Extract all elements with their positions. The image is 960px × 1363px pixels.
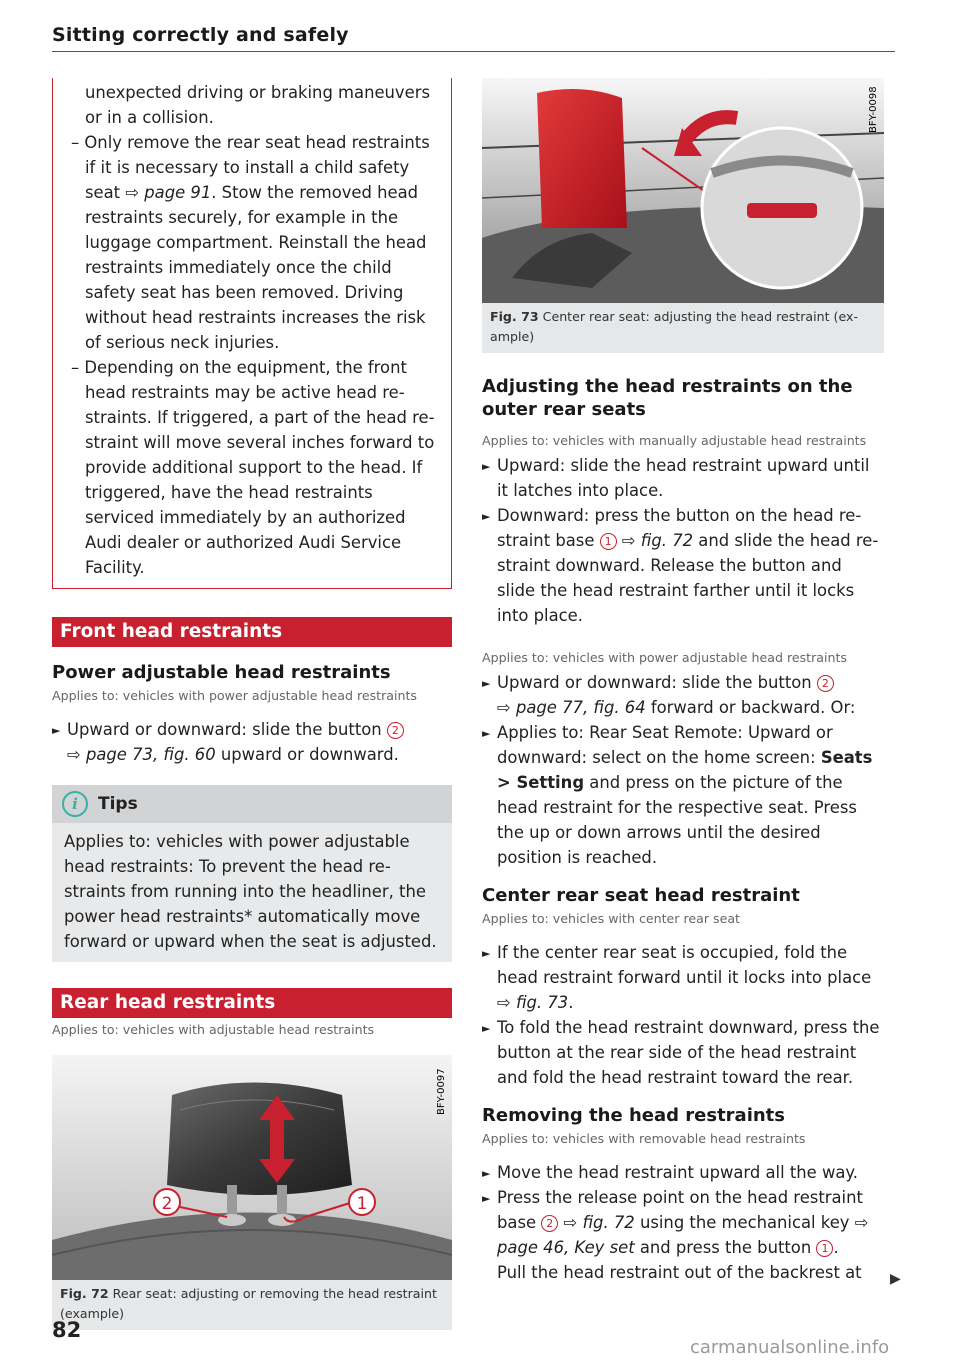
warning-item-active-restraints: – Depending on the equipment, the front head restraints may be active head restraints. If triggered, a part of the head restraint will move several inches forward to provide additional support to the head. If triggered, have the head restraints serviced immediately by an authorized Audi dealer or authorized Audi Service Facility. <box>71 358 435 577</box>
callout-number: 2 <box>817 675 834 692</box>
tips-title: Tips <box>98 794 138 814</box>
subheading-power-adjustable: Power adjustable head restraints <box>52 662 391 683</box>
figure-code: BFY-0097 <box>436 1068 447 1115</box>
bullet-text-a: Upward or downward: slide the button <box>67 720 387 739</box>
section-band-rear: Rear head restraints <box>52 988 452 1018</box>
callout-number: 2 <box>541 1215 558 1232</box>
info-icon: i <box>62 791 88 817</box>
bullet-rear-seat-remote <box>482 720 884 870</box>
left-column <box>52 78 452 1330</box>
callout-2-label: 2 <box>161 1194 173 1214</box>
bullet-power-updown <box>482 670 884 720</box>
tips-header <box>52 785 452 823</box>
bullet-downward <box>482 503 884 628</box>
figure-label: Fig. 73 <box>490 309 539 324</box>
page-header-title: Sitting correctly and safely <box>52 24 349 46</box>
head-restraint-illustration <box>52 1055 452 1280</box>
callout-number: 1 <box>816 1240 833 1257</box>
warning-item1-text-a: – Only remove the rear seat head restraints if it is necessary to install a child safety seat <box>71 133 430 202</box>
figure-caption-text: Rear seat: adjusting or removing the head restraint (example) <box>60 1286 437 1321</box>
bullet-text-b: upward or downward. <box>215 745 399 764</box>
bullet-upward: ► Upward: slide the head restraint upward until it latches into place. <box>482 453 884 503</box>
page-ref-link[interactable]: ⇨ page 77, fig. 64 <box>497 698 646 717</box>
fig-ref-link[interactable]: ⇨ fig. 72 <box>563 1213 635 1232</box>
section-band-front: Front head restraints <box>52 617 452 647</box>
subheading-center-rear: Center rear seat head restraint <box>482 885 800 906</box>
warning-item1-text-b: . Stow the removed head restraints securely, for example in the luggage compartment. Reinstall the head restraints immediately once the child safety seat has been removed. Driving without head restraints increases the risk of serious neck injuries. <box>85 183 427 352</box>
bullet-text-b: forward or backward. Or: <box>645 698 856 717</box>
bullet-text-c: and press the button <box>634 1238 817 1257</box>
menu-path: Seats > Setting <box>497 748 873 792</box>
figure-label: Fig. 72 <box>60 1286 109 1301</box>
bullet-center-fold-forward <box>482 940 884 1015</box>
fig-ref-link[interactable]: ⇨ fig. 73 <box>497 993 569 1012</box>
page-ref-link[interactable]: ⇨ page 73, fig. 60 <box>67 745 216 764</box>
page-ref-link[interactable]: ⇨ page 46, Key set <box>497 1213 869 1257</box>
applies-to-note: Applies to: vehicles with removable head restraints <box>482 1131 806 1146</box>
bullet-text-b: and slide the head restraint downward. Release the button and slide the head restraint farther until it locks into place. <box>497 531 879 625</box>
bullet-text-a: Applies to: Rear Seat Remote: Upward or downward: select on the home screen: <box>497 723 833 767</box>
bullet-text-a: Press the release point on the head restraint base <box>497 1188 863 1232</box>
tips-box <box>52 785 452 962</box>
right-column <box>482 78 884 1285</box>
warning-continued-text: unexpected driving or braking maneuvers or in a collision. <box>85 83 430 127</box>
page-ref-link[interactable]: ⇨ page 91 <box>125 183 212 202</box>
applies-to-note: Applies to: vehicles with adjustable head restraints <box>52 1022 375 1037</box>
bullet-text-b: and press on the picture of the head restraint for the respective seat. Press the up or down arrows until the desired position is reached. <box>497 773 857 867</box>
header-divider <box>52 51 895 52</box>
bullet-press-release <box>482 1185 884 1260</box>
applies-to-note: Applies to: vehicles with center rear seat <box>482 911 740 926</box>
bullet-text-a: Upward or downward: slide the button <box>497 673 817 692</box>
bullet-move-up: ► Move the head restraint upward all the way. <box>482 1160 884 1185</box>
subheading-outer-rear: Adjusting the head restraints on the outer rear seats <box>482 376 853 420</box>
continue-arrow-icon: ▶ <box>890 1271 901 1287</box>
warning-item-rear-removal <box>71 130 437 355</box>
applies-to-note: Applies to: vehicles with manually adjustable head restraints <box>482 433 867 448</box>
callout-number: 1 <box>600 533 617 550</box>
bullet-center-fold-down: ► To fold the head restraint downward, press the button at the rear side of the head restraint and fold the head restraint toward the rear. <box>482 1015 884 1090</box>
callout-1-label: 1 <box>356 1194 368 1214</box>
subheading-removing: Removing the head restraints <box>482 1105 786 1126</box>
tips-text: Applies to: vehicles with power adjustable head restraints: To prevent the head restraints from running into the headliner, the power head restraints* automatically move forward or upward when the seat is adjusted. <box>52 823 452 962</box>
watermark: carmanualsonline.info <box>690 1337 890 1358</box>
bullet-text-mid: using the mechanical key <box>634 1213 855 1232</box>
fig-ref-link[interactable]: ⇨ fig. 72 <box>621 531 694 550</box>
figure-72 <box>52 1055 452 1330</box>
callout-number: 2 <box>387 722 404 739</box>
figure-caption-text: Center rear seat: adjusting the head restraint (example) <box>490 309 858 344</box>
bullet-text-b: . <box>568 993 574 1012</box>
bullet-power-adjust <box>52 717 452 767</box>
bullet-text-a: Downward: press the button on the head restraint base <box>497 506 862 550</box>
center-seat-illustration <box>482 78 884 303</box>
applies-to-note: Applies to: vehicles with power adjustable head restraints <box>482 650 847 665</box>
continued-text: Pull the head restraint out of the backrest at <box>497 1263 862 1282</box>
figure-73 <box>482 78 884 353</box>
bullet-text-d: . <box>833 1238 839 1257</box>
applies-to-note: Applies to: vehicles with power adjustable head restraints <box>52 688 417 703</box>
figure-caption <box>482 303 884 353</box>
page-number: 82 <box>52 1318 82 1342</box>
figure-code: BFY-0098 <box>868 86 879 133</box>
bullet-text-a: If the center rear seat is occupied, fold the head restraint forward until it locks into place <box>497 943 872 987</box>
figure-caption <box>52 1280 452 1330</box>
warning-box-continuation <box>52 78 452 589</box>
